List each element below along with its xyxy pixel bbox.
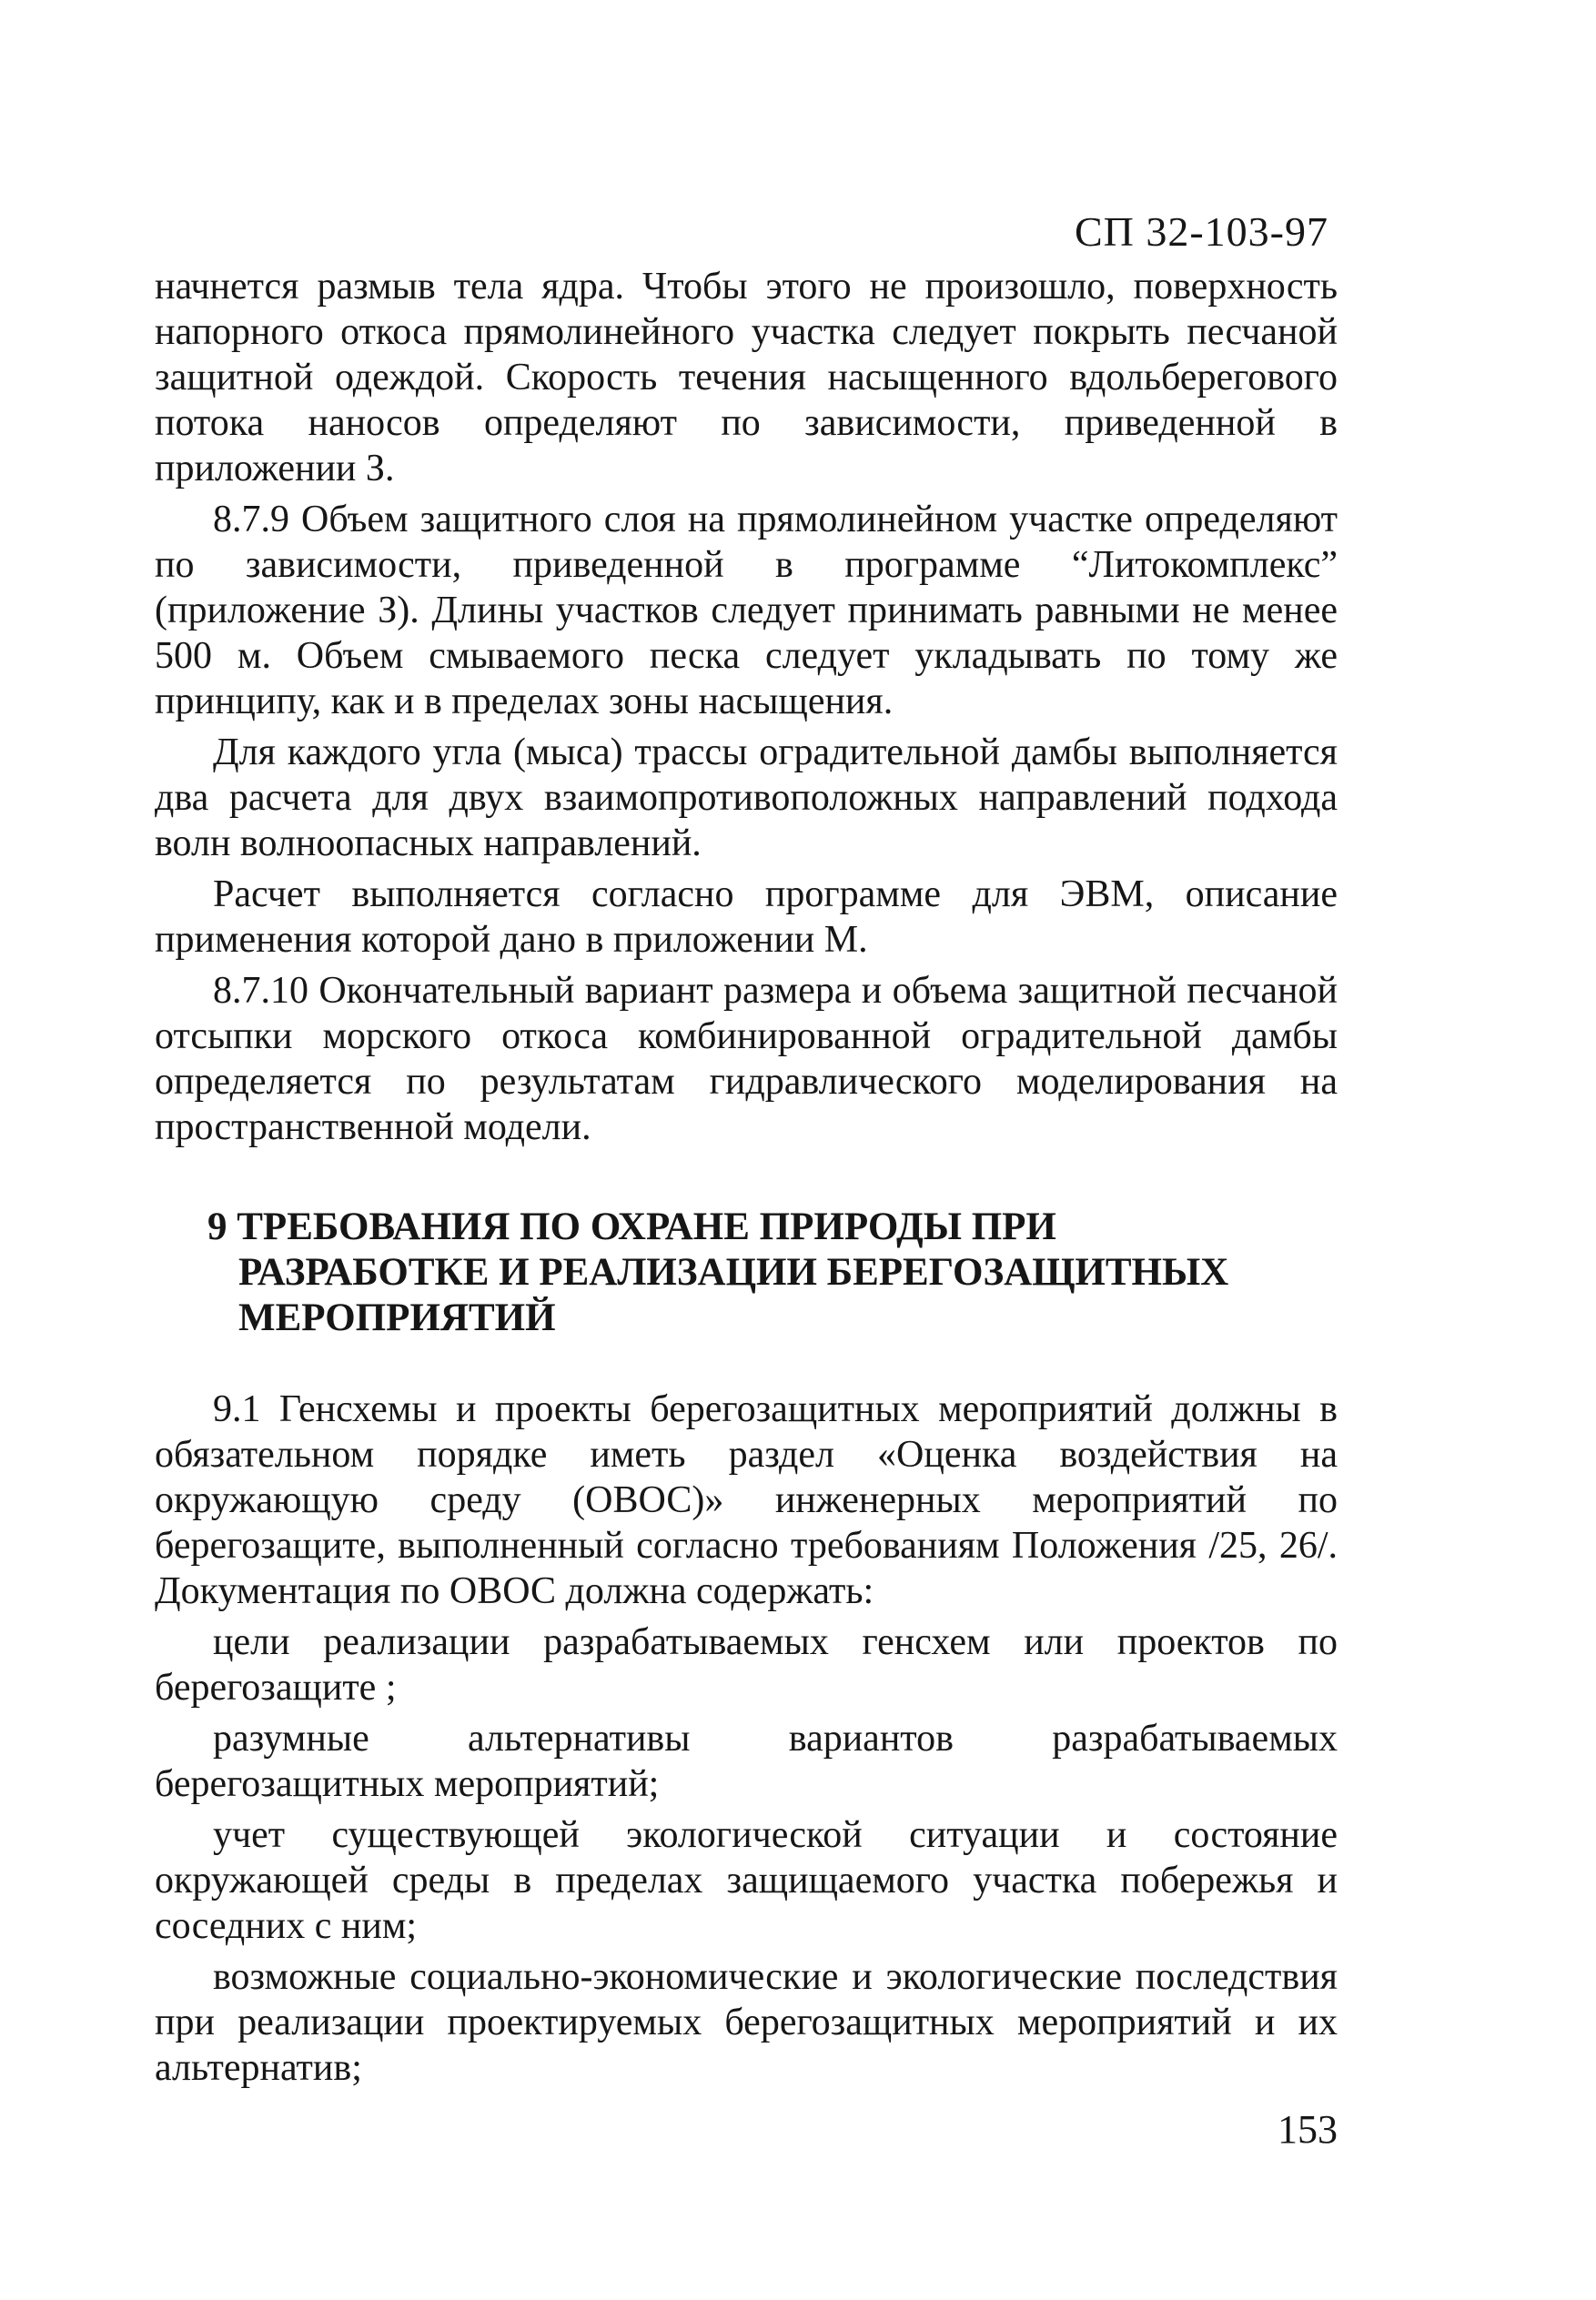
section-heading-line2: РАЗРАБОТКЕ И РЕАЛИЗАЦИИ БЕРЕГОЗАЩИТНЫХ МЕРОПРИЯТИЙ xyxy=(238,1251,1229,1339)
list-item-alternatives: разумные альтернативы вариантов разрабатываемых берегозащитных мероприятий; xyxy=(155,1718,1338,1805)
list-item-ecological-situation: учет существующей экологической ситуации и состояние окружающей среды в пределах защищаемого участка побережья и соседних с ним; xyxy=(155,1814,1338,1947)
section-heading-line1: 9 ТРЕБОВАНИЯ ПО ОХРАНЕ ПРИРОДЫ ПРИ xyxy=(207,1205,1056,1248)
paragraph-8-7-10: 8.7.10 Окончательный вариант размера и объема защитной песчаной отсыпки морского откоса комбинированной оградительной дамбы определяется по результатам гидравлического моделирования на пространственной модели. xyxy=(155,970,1338,1148)
list-item-goals: цели реализации разрабатываемых генсхем или проектов по берегозащите ; xyxy=(155,1621,1338,1709)
paragraph-8-7-9: 8.7.9 Объем защитного слоя на прямолинейном участке определяют по зависимости, приведенной в программе “Литокомплекс” (приложение З). Длины участков следует принимать равными не менее 500 м. Объем смываемого песка следует укладывать по тому же принципу, как и в пределах зоны насыщения. xyxy=(155,499,1338,722)
paragraph-computer-program: Расчет выполняется согласно программе для ЭВМ, описание применения которой дано в приложении М. xyxy=(155,873,1338,961)
paragraph-cape-calculation: Для каждого угла (мыса) трассы оградительной дамбы выполняется два расчета для двух взаимопротивоположных направлений подхода волн волноопасных направлений. xyxy=(155,731,1338,864)
page-body xyxy=(155,264,1338,2096)
page-number: 153 xyxy=(1278,2107,1338,2152)
list-item-consequences: возможные социально-экономические и экологические последствия при реализации проектируемых берегозащитных мероприятий и их альтернатив; xyxy=(155,1956,1338,2089)
section-heading xyxy=(207,1205,1338,1341)
paragraph-continuation: начнется размыв тела ядра. Чтобы этого не произошло, поверхность напорного откоса прямолинейного участка следует покрыть песчаной защитной одеждой. Скорость течения насыщенного вдольберегового потока наносов определяют по зависимости, приведенной в приложении З. xyxy=(155,266,1338,489)
document-code: СП 32-103-97 xyxy=(1074,208,1328,255)
paragraph-9-1: 9.1 Генсхемы и проекты берегозащитных мероприятий должны в обязательном порядке иметь раздел «Оценка воздействия на окружающую среду (ОВОС)» инженерных мероприятий по берегозащите, выполненный согласно требованиям Положения /25, 26/. Документация по ОВОС должна содержать: xyxy=(155,1388,1338,1612)
